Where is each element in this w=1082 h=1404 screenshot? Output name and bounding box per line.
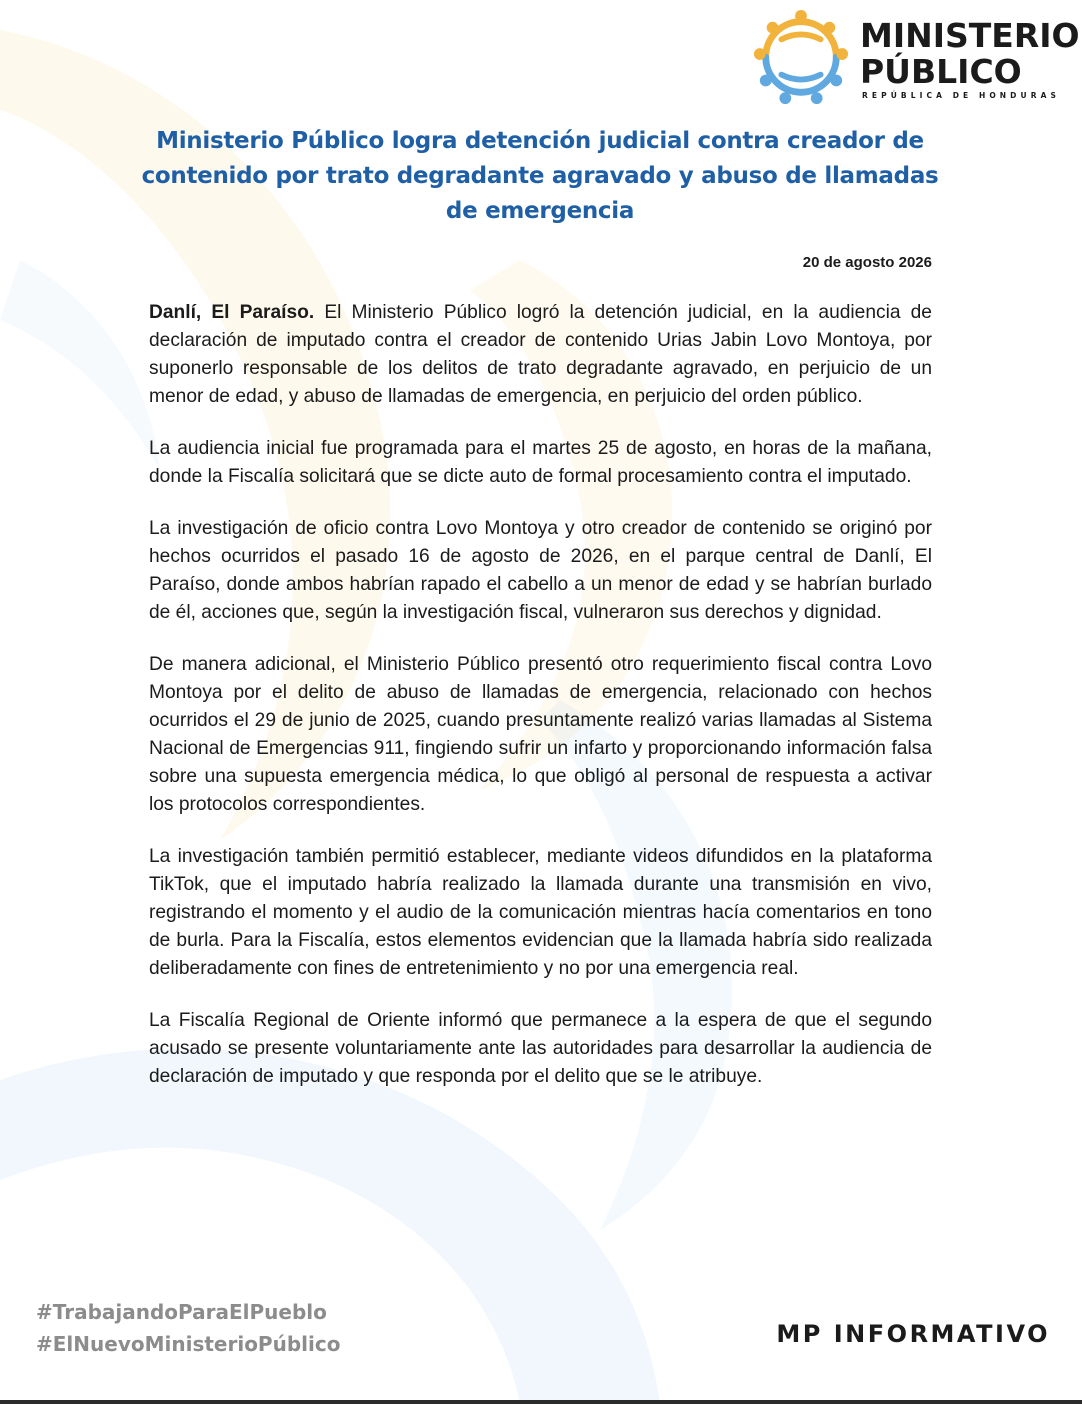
paragraph-text: El Ministerio Público logró la detención judicial, en la audiencia de declaración de imputado contra el creador de contenido Urias Jabin Lovo Montoya, por suponerlo responsable de los delitos de trato degradante agravado, en perjuicio de un menor de edad, y abuso de llamadas de emergencia, en perjuicio del orden público. [149,302,932,407]
paragraph-lead-location: Danlí, El Paraíso. [149,302,315,323]
paragraph: La audiencia inicial fue programada para el martes 25 de agosto, en horas de la mañana, donde la Fiscalía solicitará que se dicte auto de formal procesamiento contra el imputado. [149,438,932,487]
paragraph: La investigación también permitió establecer, mediante videos difundidos en la plataforma TikTok, que el imputado habría realizado la llamada durante una transmisión en vivo, registrando el momento y el audio de la comunicación mientras hacía comentarios en tono de burla. Para la Fiscalía, estos elementos evidencian que la llamada habría sido realizada deliberadamente con fines de entretenimiento y no por una emergencia real. [149,846,932,979]
paragraph: La investigación de oficio contra Lovo Montoya y otro creador de contenido se originó por hechos ocurridos el pasado 16 de agosto de 2026, en el parque central de Danlí, El Paraíso, donde ambos habrían rapado el cabello a un menor de edad y se habrían burlado de él, acciones que, según la investigación fiscal, vulneraron sus derechos y dignidad. [149,518,932,623]
ministerio-publico-logo [752,6,1080,110]
press-release-date: 20 de agosto 2026 [802,254,932,271]
press-release-title: Ministerio Público logra detención judicial contra creador de contenido por trato degradante agravado y abuso de llamadas de emergencia [141,128,939,224]
paragraph [149,299,932,411]
mp-informativo-brand: MP INFORMATIVO [776,1320,1050,1348]
logo-title-line1: MINISTERIO [860,16,1080,55]
ministerio-publico-emblem-icon [752,8,850,106]
bottom-divider [0,1400,1082,1404]
hashtag-trabajando: #TrabajandoParaElPueblo [36,1300,327,1324]
hashtag-nuevo-ministerio: #ElNuevoMinisterioPúblico [36,1332,341,1356]
paragraph: De manera adicional, el Ministerio Público presentó otro requerimiento fiscal contra Lovo Montoya por el delito de abuso de llamadas de emergencia, relacionado con hechos ocurridos el 29 de junio de 2025, cuando presuntamente realizó varias llamadas al Sistema Nacional de Emergencias 911, fingiendo sufrir un infarto y proporcionando información falsa sobre una supuesta emergencia médica, lo que obligó al personal de respuesta a activar los protocolos correspondientes. [149,654,932,815]
footer-hashtags [36,1296,340,1360]
logo-subtitle: REPÚBLICA DE HONDURAS [862,91,1060,100]
logo-title-line2: PÚBLICO [860,52,1022,91]
press-release-body [149,299,932,1115]
paragraph: La Fiscalía Regional de Oriente informó que permanece a la espera de que el segundo acusado se presente voluntariamente ante las autoridades para desarrollar la audiencia de declaración de imputado y que responda por el delito que se le atribuye. [149,1010,932,1087]
